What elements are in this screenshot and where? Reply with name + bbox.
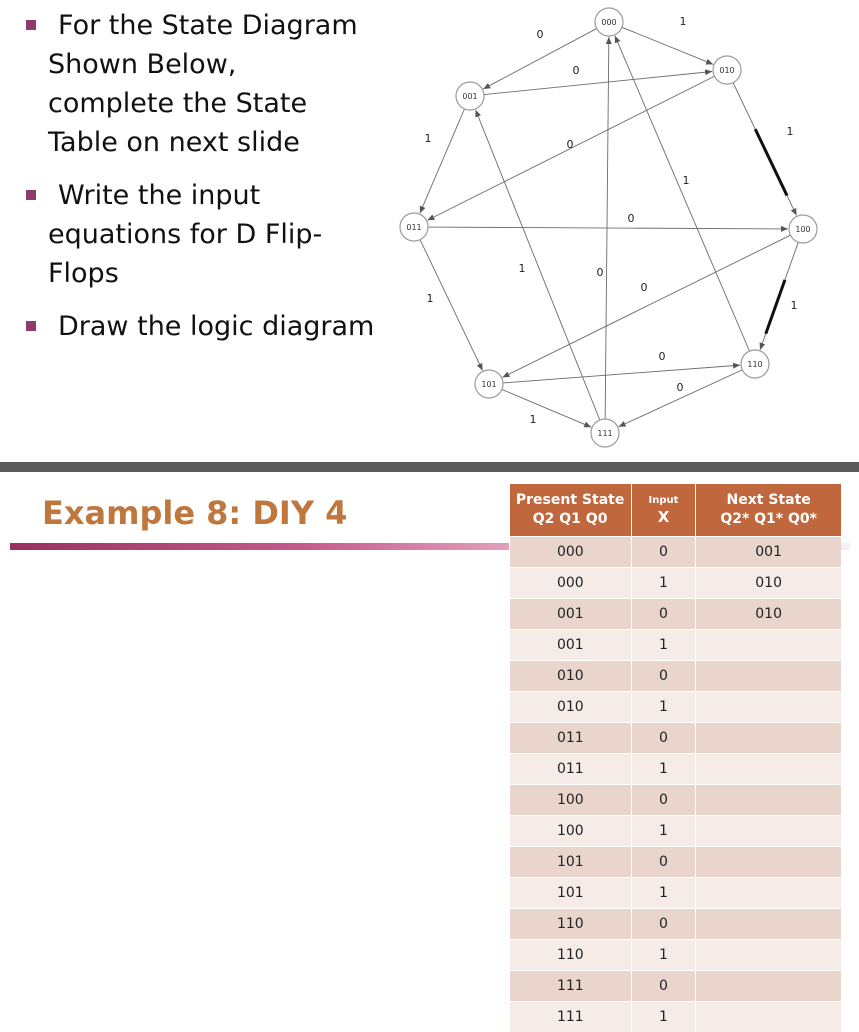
input-cell: 0 [631, 971, 696, 1002]
input-cell: 1 [631, 754, 696, 785]
input-cell: 0 [631, 909, 696, 940]
bullet-item [22, 176, 382, 293]
present-state-cell: 110 [510, 909, 632, 940]
table-header-row [510, 484, 842, 537]
state-label: 000 [601, 18, 616, 27]
transition-label: 1 [519, 262, 526, 275]
slide-title: Example 8: DIY 4 [42, 494, 347, 532]
bullet-line: equations for D Flip- [48, 215, 382, 254]
input-cell: 1 [631, 692, 696, 723]
transition-label: 1 [425, 132, 432, 145]
table-row [510, 847, 842, 878]
state-label: 110 [747, 360, 762, 369]
present-state-cell: 011 [510, 754, 632, 785]
bullet-line: For the State Diagram [48, 6, 382, 45]
table-row [510, 1002, 842, 1032]
transition-label: 0 [537, 28, 544, 41]
table-row [510, 971, 842, 1002]
next-state-cell [696, 909, 841, 940]
next-state-cell: 001 [696, 537, 841, 568]
transition-arrow [420, 240, 482, 371]
bullet-item [22, 307, 382, 346]
input-cell: 1 [631, 816, 696, 847]
bullet-square-icon [26, 321, 36, 331]
input-cell: 1 [631, 1002, 696, 1032]
bullet-square-icon [26, 190, 36, 200]
header-present-state-bits: Q2 Q1 Q0 [510, 510, 631, 529]
next-state-cell [696, 754, 841, 785]
input-cell: 0 [631, 661, 696, 692]
header-present-state [510, 484, 632, 537]
state-label: 010 [719, 66, 734, 75]
present-state-cell: 000 [510, 568, 632, 599]
state-label: 111 [597, 429, 612, 438]
bullet-line: Shown Below, [48, 45, 382, 84]
transition-label: 1 [680, 15, 687, 28]
table-row [510, 692, 842, 723]
slide-divider [0, 462, 859, 472]
present-state-cell: 101 [510, 878, 632, 909]
header-next-state-title: Next State [696, 491, 841, 510]
table-row [510, 785, 842, 816]
transition-label: 0 [677, 381, 684, 394]
next-state-cell [696, 847, 841, 878]
header-input-title: Input [632, 494, 696, 508]
transition-arrow [428, 227, 788, 229]
transition-label: 1 [791, 299, 798, 312]
header-input [631, 484, 696, 537]
present-state-cell: 100 [510, 816, 632, 847]
input-cell: 1 [631, 940, 696, 971]
next-state-cell [696, 785, 841, 816]
transition-arrow [420, 109, 465, 213]
transition-label: 1 [683, 174, 690, 187]
input-cell: 0 [631, 537, 696, 568]
next-state-cell [696, 878, 841, 909]
bullet-line: Flops [48, 254, 382, 293]
header-input-var: X [632, 508, 696, 526]
present-state-cell: 100 [510, 785, 632, 816]
next-state-cell [696, 971, 841, 1002]
bullet-line: Draw the logic diagram [48, 307, 382, 346]
table-row [510, 878, 842, 909]
present-state-cell: 111 [510, 1002, 632, 1032]
next-state-cell: 010 [696, 599, 841, 630]
present-state-cell: 001 [510, 630, 632, 661]
input-cell: 0 [631, 599, 696, 630]
transition-label: 0 [573, 64, 580, 77]
header-present-state-title: Present State [510, 491, 631, 510]
transition-label: 0 [597, 266, 604, 279]
table-row [510, 940, 842, 971]
table-row [510, 568, 842, 599]
bullet-item [22, 6, 382, 162]
state-label: 001 [462, 92, 477, 101]
next-state-cell [696, 1002, 841, 1032]
input-cell: 0 [631, 847, 696, 878]
transition-arrow [503, 365, 740, 383]
input-cell: 0 [631, 785, 696, 816]
present-state-cell: 111 [510, 971, 632, 1002]
transition-label: 0 [659, 350, 666, 363]
transition-arrow [484, 72, 712, 95]
transition-bold-segment [766, 280, 785, 334]
input-cell: 1 [631, 878, 696, 909]
state-label: 101 [481, 380, 496, 389]
header-next-state-bits: Q2* Q1* Q0* [696, 510, 841, 529]
present-state-cell: 101 [510, 847, 632, 878]
transition-label: 0 [567, 138, 574, 151]
top-slide [0, 0, 859, 462]
present-state-cell: 010 [510, 692, 632, 723]
present-state-cell: 011 [510, 723, 632, 754]
table-row [510, 630, 842, 661]
next-state-cell [696, 816, 841, 847]
table-row [510, 661, 842, 692]
table-row [510, 537, 842, 568]
transition-arrow [619, 370, 743, 427]
bullet-line: complete the State [48, 84, 382, 123]
bullet-square-icon [26, 20, 36, 30]
transition-label: 1 [530, 413, 537, 426]
bullet-line: Write the input [48, 176, 382, 215]
header-next-state [696, 484, 841, 537]
present-state-cell: 010 [510, 661, 632, 692]
next-state-cell [696, 661, 841, 692]
present-state-cell: 000 [510, 537, 632, 568]
table-row [510, 599, 842, 630]
transition-label: 1 [787, 125, 794, 138]
input-cell: 1 [631, 630, 696, 661]
next-state-cell [696, 630, 841, 661]
input-cell: 1 [631, 568, 696, 599]
transition-label: 0 [628, 212, 635, 225]
next-state-cell [696, 940, 841, 971]
next-state-cell [696, 723, 841, 754]
state-diagram [380, 0, 840, 460]
table-row [510, 754, 842, 785]
transition-label: 0 [641, 281, 648, 294]
table-row [510, 723, 842, 754]
transition-bold-segment [755, 129, 787, 195]
bullet-line: Table on next slide [48, 123, 382, 162]
input-cell: 0 [631, 723, 696, 754]
table-row [510, 816, 842, 847]
next-state-cell: 010 [696, 568, 841, 599]
transition-arrow [502, 389, 591, 427]
state-label: 100 [795, 225, 810, 234]
bottom-slide [0, 472, 859, 1024]
table-row [510, 909, 842, 940]
bullet-list [22, 6, 382, 360]
state-table [509, 484, 841, 1032]
state-label: 011 [406, 223, 421, 232]
transition-arrow [622, 27, 713, 64]
transition-label: 1 [427, 292, 434, 305]
present-state-cell: 110 [510, 940, 632, 971]
next-state-cell [696, 692, 841, 723]
present-state-cell: 001 [510, 599, 632, 630]
